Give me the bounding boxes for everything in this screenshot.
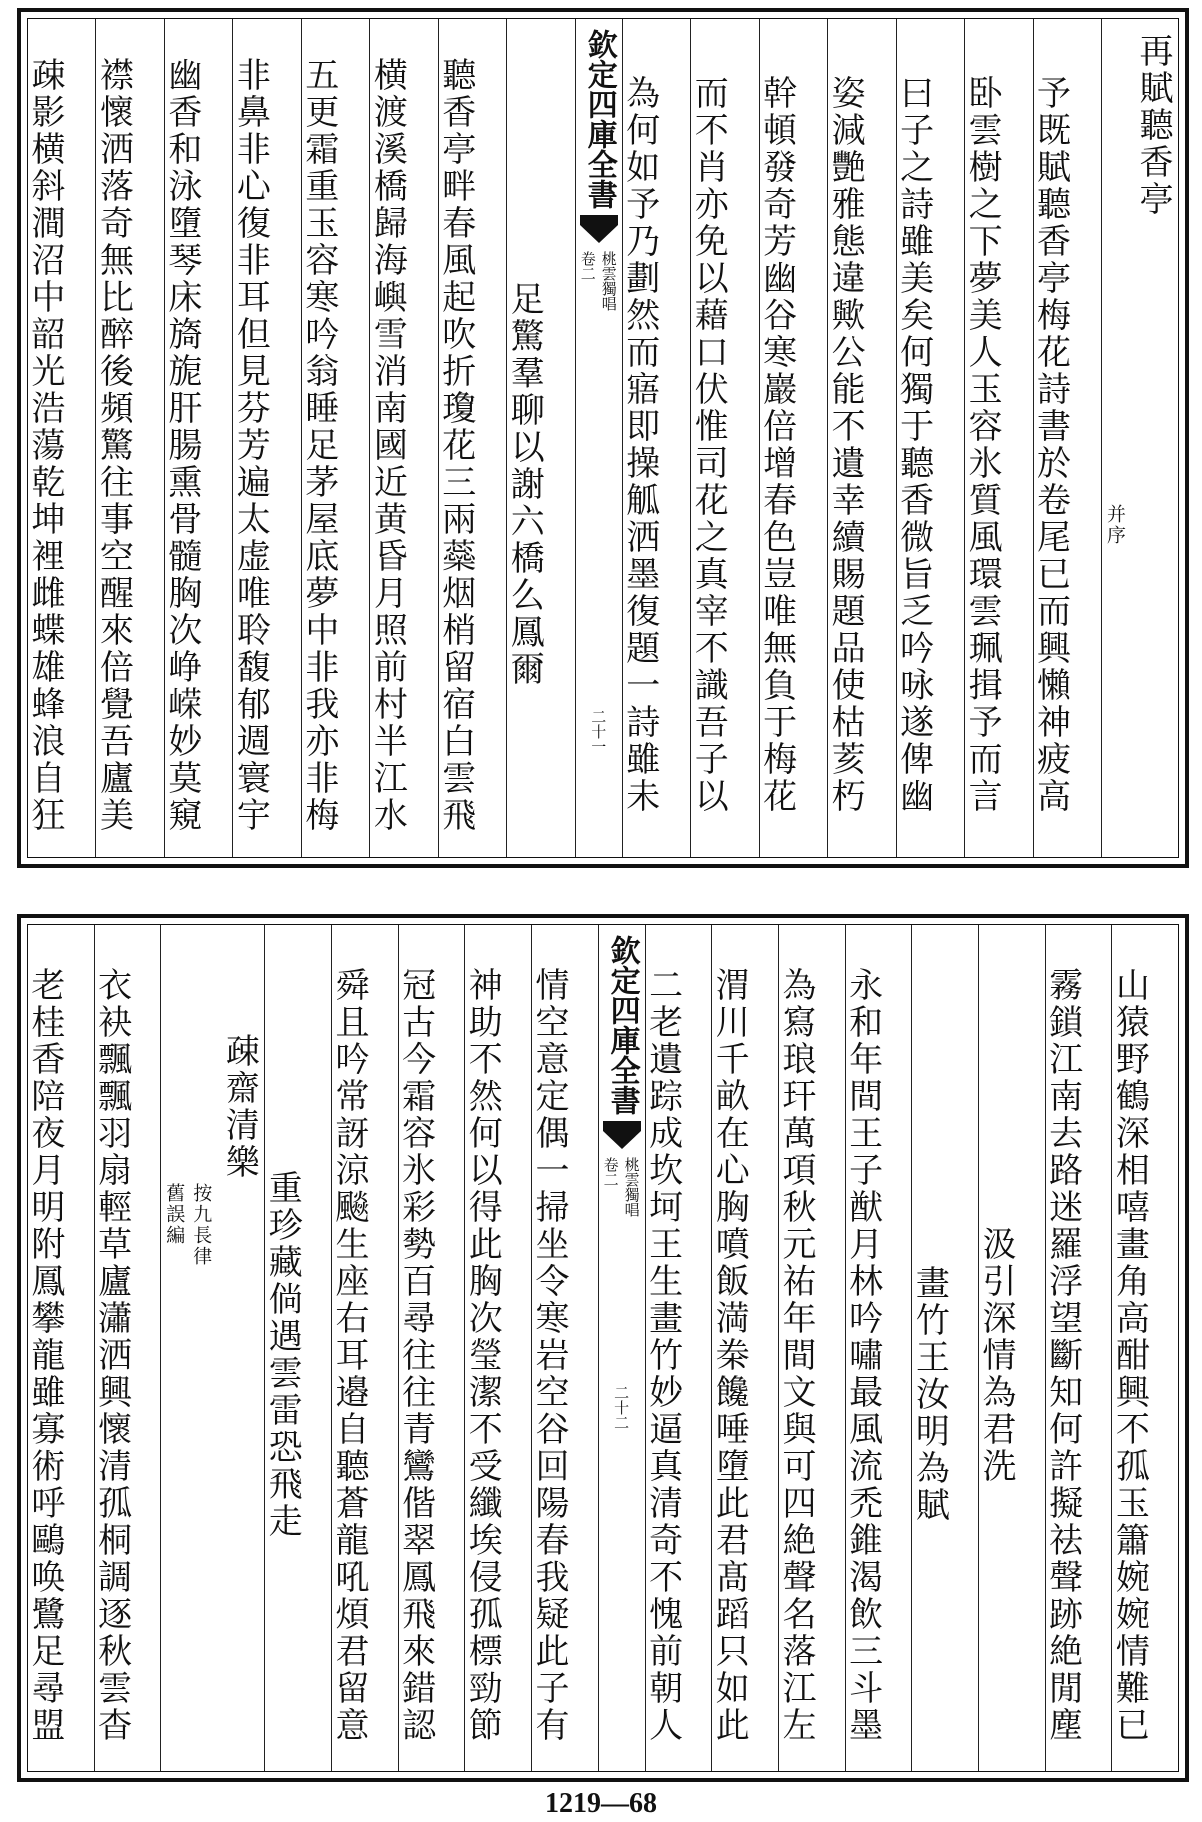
text-line: 姿減艷雅態違歟公能不遺幸續賜題品使枯荄朽 (825, 75, 866, 815)
text-line: 襟懷洒落奇無比醉後頻驚往事空醒來倍覺吾廬美 (93, 56, 134, 834)
banxin-juan: 卷二 (601, 1157, 620, 1187)
poem-title: 畫竹王汝明為賦 (909, 1264, 950, 1524)
banxin-title: 欽定四庫全書 (604, 935, 640, 1115)
text-line: 曰子之詩雖美矣何獨于聽香微旨乏吟咏遂俾幽 (893, 75, 934, 815)
text-column (642, 925, 712, 1771)
text-line: 足驚羣聊以謝六橋么鳳爾 (504, 280, 545, 688)
text-column (690, 19, 758, 857)
poem-title: 再賦聽香亭 (1133, 33, 1173, 218)
text-column (975, 925, 1045, 1771)
text-line: 神助不然何以得此胸次瑩潔不受纖埃侵孤標勁節 (462, 966, 503, 1744)
text-line: 二老遺踪成坎坷王生畫竹妙逼真清奇不愧前朝人 (642, 966, 683, 1744)
text-column (528, 925, 598, 1771)
text-line: 卧雲樹之下夢美人玉容氷質風環雲珮揖予而言 (962, 75, 1003, 815)
text-line: 霧鎖江南去路迷羅浮望斷知何許擬祛聲跡絶閒塵 (1042, 966, 1083, 1744)
text-line: 舜且吟常訝涼飈生座右耳邉自聽蒼龍吼煩君留意 (328, 966, 369, 1744)
fish-tail-icon (580, 215, 618, 243)
folio-number: 二十二 (612, 1385, 631, 1430)
text-column (435, 19, 506, 857)
text-line: 横渡溪橋歸海嶼雪消南國近黄昏月照前村半江水 (367, 56, 408, 834)
text-column (827, 19, 895, 857)
text-line: 衣袂飄飄羽扇輕草廬瀟洒興懷清孤桐調逐秋雲杳 (91, 966, 132, 1744)
text-column (24, 925, 94, 1771)
page-top (17, 8, 1189, 868)
text-line: 冠古今霜容氷彩勢百尋往往青鸞偕翠鳳飛來錯認 (395, 966, 436, 1744)
text-column (464, 925, 531, 1771)
title-note: 按九長律 (190, 1183, 213, 1267)
fish-tail-icon (603, 1121, 641, 1149)
banxin-center-fold (575, 19, 622, 857)
title-note: 舊誤編 (163, 1183, 186, 1246)
page-top-frame (24, 18, 1179, 858)
text-column (964, 19, 1032, 857)
text-column (1111, 925, 1178, 1771)
text-column (395, 925, 465, 1771)
text-column (369, 19, 437, 857)
banxin-book: 桃雲獨唱 (622, 1157, 641, 1217)
text-column (328, 925, 398, 1771)
folio-number: 二十一 (589, 709, 608, 754)
text-column (91, 925, 161, 1771)
text-line: 非鼻非心復非耳但見芬芳遍太虚唯聆馥郁週寰宇 (230, 56, 271, 834)
text-column (711, 925, 778, 1771)
text-column (232, 19, 300, 857)
text-column (95, 19, 163, 857)
text-line: 老桂香陪夜月明附鳳攀龍雖寡術呼鷗唤鷺足尋盟 (24, 966, 65, 1744)
text-line: 聽香亭畔春風起吹折瓊花三兩蘂烟梢留宿白雲飛 (435, 56, 476, 834)
page-number: 1219—68 (545, 1788, 657, 1819)
text-line: 渭川千畝在心胸噴飯満桊饞唾墮此君髙蹈只如此 (709, 966, 750, 1744)
column-title (1101, 19, 1178, 857)
text-line: 予既賦聽香亭梅花詩書於卷尾已而興懶神疲高 (1030, 75, 1071, 815)
banxin-title: 欽定四庫全書 (581, 29, 617, 209)
text-line: 疎影横斜澗沼中韶光浩蕩乾坤裡雌蝶雄蜂浪自狂 (24, 56, 65, 834)
text-line: 重珍藏倘遇雲雷恐飛走 (262, 1170, 303, 1540)
text-column (842, 925, 912, 1771)
text-line: 為何如予乃劃然而寤即操觚洒墨復題一詩雖未 (619, 75, 660, 815)
text-column (506, 19, 574, 857)
banxin-center-fold (598, 925, 645, 1771)
text-line: 山猿野鶴深相嘻畫角高酣興不孤玉簫婉婉情難已 (1109, 966, 1150, 1744)
text-column (264, 925, 331, 1771)
text-column (619, 19, 690, 857)
text-line: 五更霜重玉容寒吟翁睡足茅屋底夢中非我亦非梅 (298, 56, 339, 834)
banxin-book: 桃雲獨唱 (599, 251, 618, 311)
text-column (24, 19, 95, 857)
text-line: 情空意定偶一掃坐令寒岩空谷回陽春我疑此子有 (528, 966, 569, 1744)
text-line: 而不肖亦免以藉口伏惟司花之真宰不識吾子以 (688, 75, 729, 815)
title-note: 并序 (1104, 504, 1126, 546)
text-line: 汲引深情為君洗 (975, 1225, 1016, 1485)
page-bottom (17, 914, 1189, 1782)
text-line: 幽香和泳墮琴床旖旎肝腸熏骨髓胸次峥嵘妙莫窺 (161, 56, 202, 834)
text-line: 為寫琅玕萬項秋元祐年間文與可四絶聲名落江左 (775, 966, 816, 1744)
text-column (1030, 19, 1101, 857)
text-column (775, 925, 845, 1771)
text-line: 永和年間王子猷月林吟嘯最風流禿錐渴飲三斗墨 (842, 966, 883, 1744)
banxin-juan: 卷二 (578, 251, 597, 281)
text-column (161, 19, 232, 857)
text-column (893, 19, 964, 857)
text-column (298, 19, 369, 857)
text-column (756, 19, 827, 857)
page-bottom-frame (24, 924, 1179, 1772)
column-title (160, 925, 264, 1771)
text-line: 幹頓發奇芳幽谷寒巖倍增春色豈唯無負于梅花 (756, 75, 797, 815)
text-column (1042, 925, 1112, 1771)
poem-title: 疎齋清樂 (219, 1033, 260, 1181)
text-column (911, 925, 978, 1771)
